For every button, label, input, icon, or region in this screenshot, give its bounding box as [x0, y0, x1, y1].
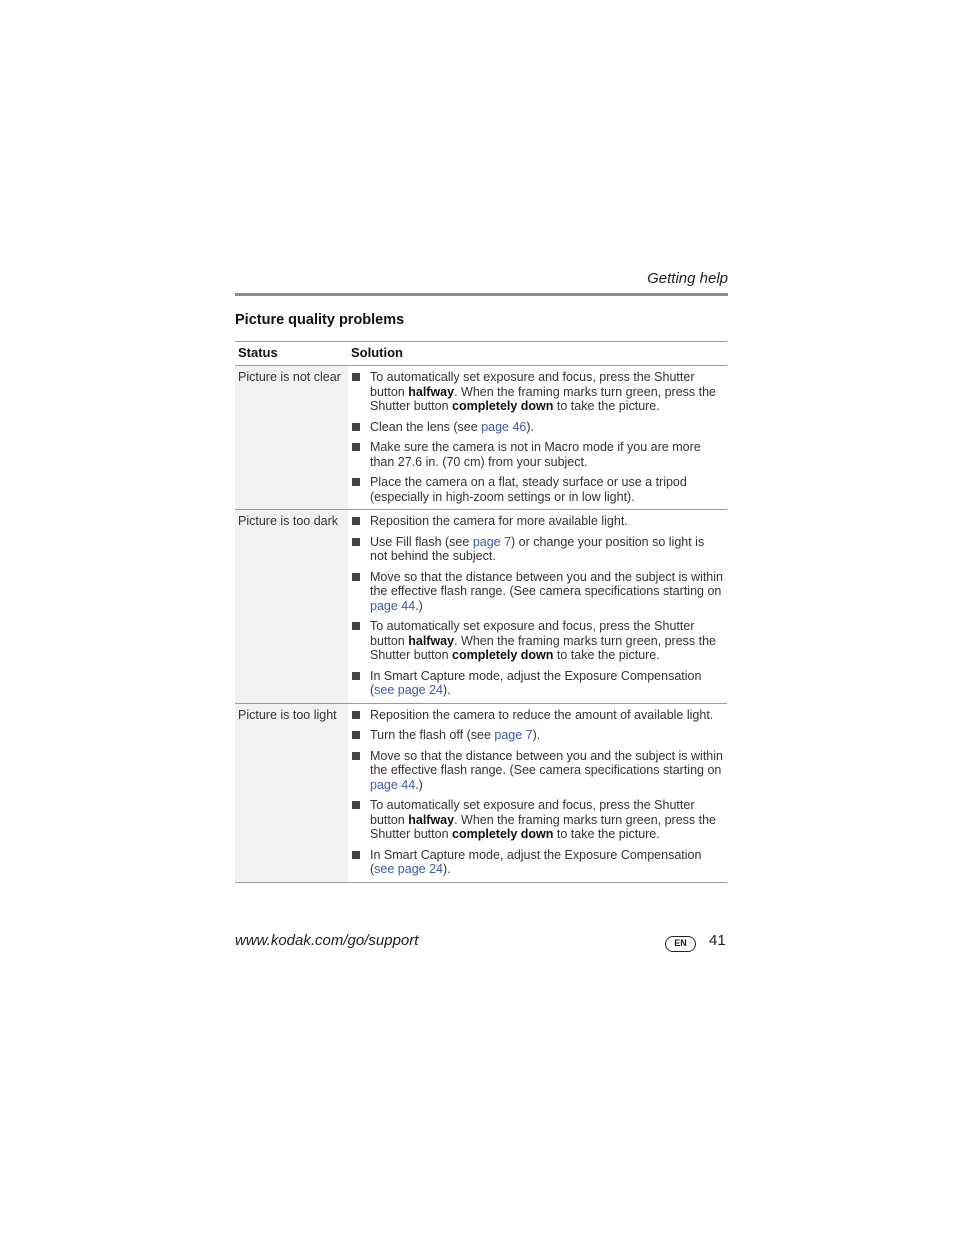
- table-row: [235, 703, 727, 882]
- list-item: [351, 708, 724, 723]
- solution-cell: [348, 366, 727, 510]
- square-bullet-icon: [352, 443, 360, 451]
- status-cell: Picture is too light: [235, 703, 348, 882]
- footer-support-url[interactable]: www.kodak.com/go/support: [235, 932, 419, 949]
- page-link[interactable]: page 46: [481, 419, 527, 434]
- square-bullet-icon: [352, 711, 360, 719]
- item-text: . When the framing marks turn green, press the Shutter button: [370, 633, 717, 662]
- item-text: to take the picture.: [553, 827, 660, 841]
- table-row: [235, 510, 727, 704]
- square-bullet-icon: [352, 373, 360, 381]
- page-link[interactable]: see page 24: [374, 683, 443, 697]
- item-bold-text: completely down: [452, 648, 554, 662]
- item-text: . When the framing marks turn green, press the Shutter button: [370, 384, 717, 413]
- item-text: ).: [442, 683, 451, 697]
- item-text: To automatically set exposure and focus, press the Shutter button: [370, 798, 695, 827]
- item-text: .): [415, 777, 423, 792]
- square-bullet-icon: [352, 538, 360, 546]
- square-bullet-icon: [352, 573, 360, 581]
- list-item: [351, 475, 724, 504]
- item-text: Move so that the distance between you and the subject is within the effective flash range. (See camera specifications starting on: [370, 748, 723, 777]
- square-bullet-icon: [352, 622, 360, 630]
- page-link[interactable]: page 7: [472, 534, 512, 549]
- solution-cell: [348, 510, 727, 704]
- page-number: 41: [709, 932, 726, 949]
- item-text: ).: [532, 728, 541, 742]
- solution-cell: [348, 703, 727, 882]
- item-bold-text: halfway: [408, 812, 455, 827]
- square-bullet-icon: [352, 851, 360, 859]
- item-text: ).: [442, 862, 451, 876]
- item-text: ).: [526, 419, 535, 434]
- item-text: ) or change your position so light is not behind the subject.: [370, 534, 705, 563]
- status-cell: Picture is too dark: [235, 510, 348, 704]
- list-item: [351, 420, 724, 435]
- list-item: [351, 749, 724, 793]
- item-bold-text: halfway: [408, 384, 455, 399]
- square-bullet-icon: [352, 517, 360, 525]
- square-bullet-icon: [352, 672, 360, 680]
- list-item: [351, 798, 724, 842]
- solution-list: [351, 708, 724, 877]
- item-text: Reposition the camera to reduce the amount of available light.: [370, 707, 714, 722]
- list-item: [351, 370, 724, 414]
- square-bullet-icon: [352, 731, 360, 739]
- item-text: In Smart Capture mode, adjust the Exposure Compensation (: [370, 668, 702, 697]
- list-item: [351, 535, 724, 564]
- page-link[interactable]: page 7: [494, 728, 533, 742]
- list-item: [351, 570, 724, 614]
- column-header-status: Status: [235, 342, 348, 366]
- table-row: [235, 366, 727, 510]
- item-text: .): [415, 598, 423, 613]
- language-badge: EN: [665, 936, 696, 952]
- item-text: to take the picture.: [553, 399, 660, 413]
- list-item: [351, 440, 724, 469]
- square-bullet-icon: [352, 423, 360, 431]
- page-link[interactable]: see page 24: [374, 862, 443, 876]
- item-text: Reposition the camera for more available light.: [370, 514, 628, 528]
- item-bold-text: completely down: [452, 827, 554, 841]
- item-text: to take the picture.: [553, 648, 660, 662]
- item-text: Use Fill flash (see: [370, 534, 473, 549]
- square-bullet-icon: [352, 478, 360, 486]
- troubleshooting-table: [235, 341, 727, 883]
- square-bullet-icon: [352, 752, 360, 760]
- item-text: Clean the lens (see: [370, 419, 482, 434]
- list-item: [351, 619, 724, 663]
- section-title: Picture quality problems: [235, 312, 405, 328]
- table-header-row: [235, 342, 727, 366]
- header-rule: [235, 293, 728, 296]
- solution-list: [351, 514, 724, 698]
- list-item: [351, 848, 724, 877]
- page-link[interactable]: page 44: [370, 777, 416, 792]
- page-link[interactable]: page 44: [370, 598, 416, 613]
- item-text: Place the camera on a flat, steady surface or use a tripod (especially in high-zoom settings or in low light).: [370, 475, 687, 504]
- list-item: [351, 728, 724, 743]
- column-header-solution: Solution: [348, 342, 727, 366]
- item-text: Make sure the camera is not in Macro mode if you are more than 27.6 in. (70 cm) from your subject.: [370, 440, 701, 469]
- square-bullet-icon: [352, 801, 360, 809]
- list-item: [351, 669, 724, 698]
- solution-list: [351, 370, 724, 504]
- item-bold-text: completely down: [452, 399, 554, 413]
- item-text: In Smart Capture mode, adjust the Exposure Compensation (: [370, 847, 702, 876]
- item-text: Turn the flash off (see: [370, 728, 495, 742]
- item-bold-text: halfway: [408, 633, 455, 648]
- item-text: Move so that the distance between you and the subject is within the effective flash range. (See camera specifications starting on: [370, 569, 723, 598]
- running-head: Getting help: [647, 270, 728, 287]
- status-cell: Picture is not clear: [235, 366, 348, 510]
- item-text: To automatically set exposure and focus, press the Shutter button: [370, 619, 695, 648]
- item-text: To automatically set exposure and focus, press the Shutter button: [370, 370, 695, 399]
- item-text: . When the framing marks turn green, press the Shutter button: [370, 812, 717, 841]
- list-item: [351, 514, 724, 529]
